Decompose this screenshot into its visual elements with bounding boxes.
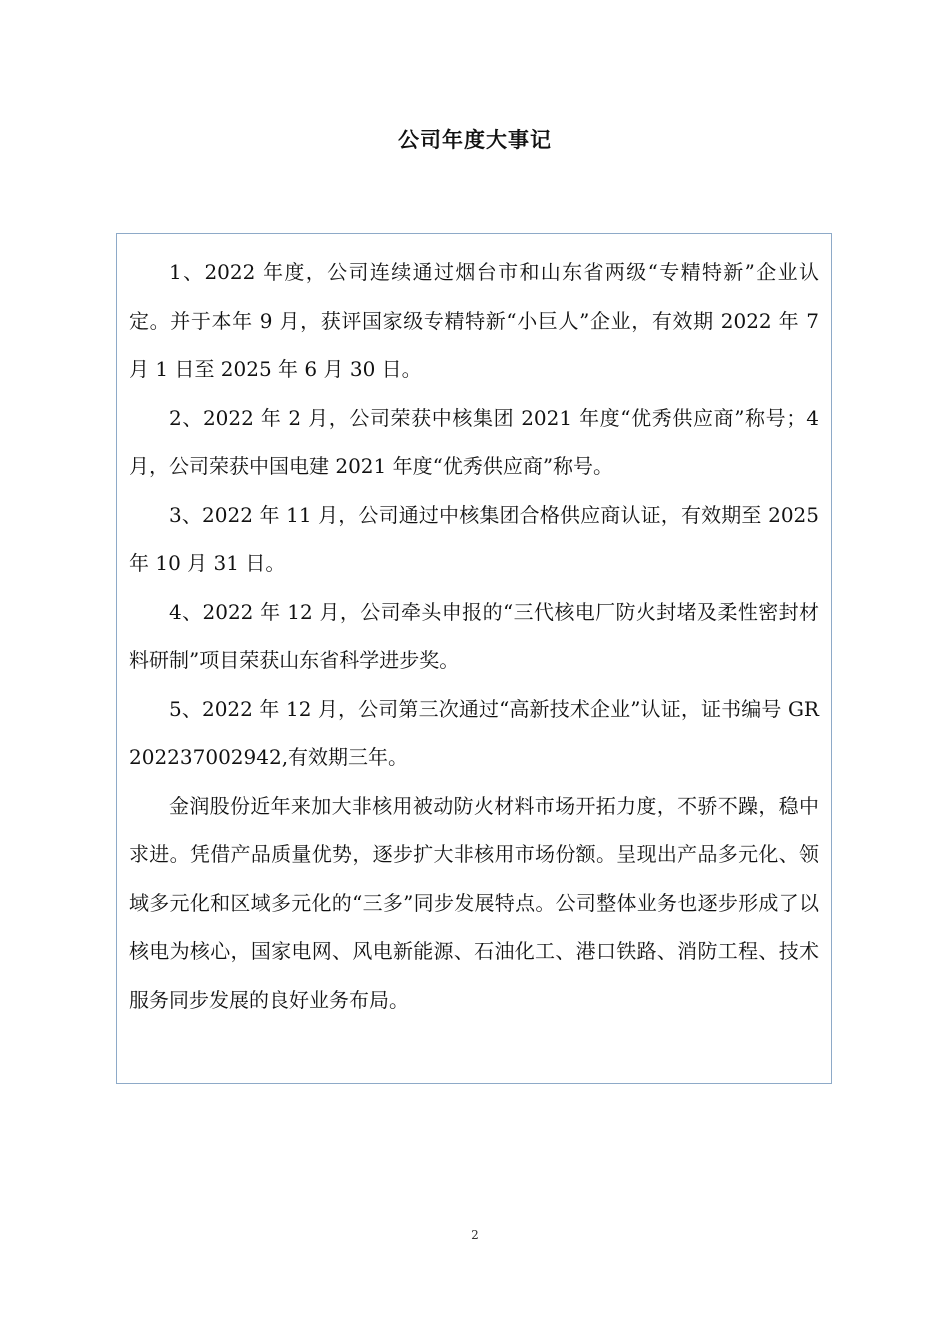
event-paragraph-5: 5、2022 年 12 月，公司第三次通过“高新技术企业”认证，证书编号 GR202237002942,有效期三年。 [129, 696, 819, 769]
event-paragraph-3: 3、2022 年 11 月，公司通过中核集团合格供应商认证，有效期至 2025 年 10 月 31 日。 [129, 502, 819, 575]
event-paragraph-2: 2、2022 年 2 月，公司荣获中核集团 2021 年度“优秀供应商”称号；4 月，公司荣获中国电建 2021 年度“优秀供应商”称号。 [129, 405, 819, 478]
page-title: 公司年度大事记 [398, 128, 552, 152]
event-paragraph-4: 4、2022 年 12 月，公司牵头申报的“三代核电厂防火封堵及柔性密封材料研制”项目荣获山东省科学进步奖。 [129, 599, 819, 672]
annual-events-box [116, 233, 832, 1084]
page-number: 2 [471, 1228, 479, 1242]
event-paragraph-1: 1、2022 年度，公司连续通过烟台市和山东省两级“专精特新”企业认定。并于本年 9 月，获评国家级专精特新“小巨人”企业，有效期 2022 年 7 月 1 日至 2025 年 6 月 30 日。 [129, 260, 819, 381]
summary-paragraph: 金润股份近年来加大非核用被动防火材料市场开拓力度，不骄不躁，稳中求进。凭借产品质量优势，逐步扩大非核用市场份额。呈现出产品多元化、领域多元化和区域多元化的“三多”同步发展特点。公司整体业务也逐步形成了以核电为核心，国家电网、风电新能源、石油化工、港口铁路、消防工程、技术服务同步发展的良好业务布局。 [129, 793, 819, 1012]
